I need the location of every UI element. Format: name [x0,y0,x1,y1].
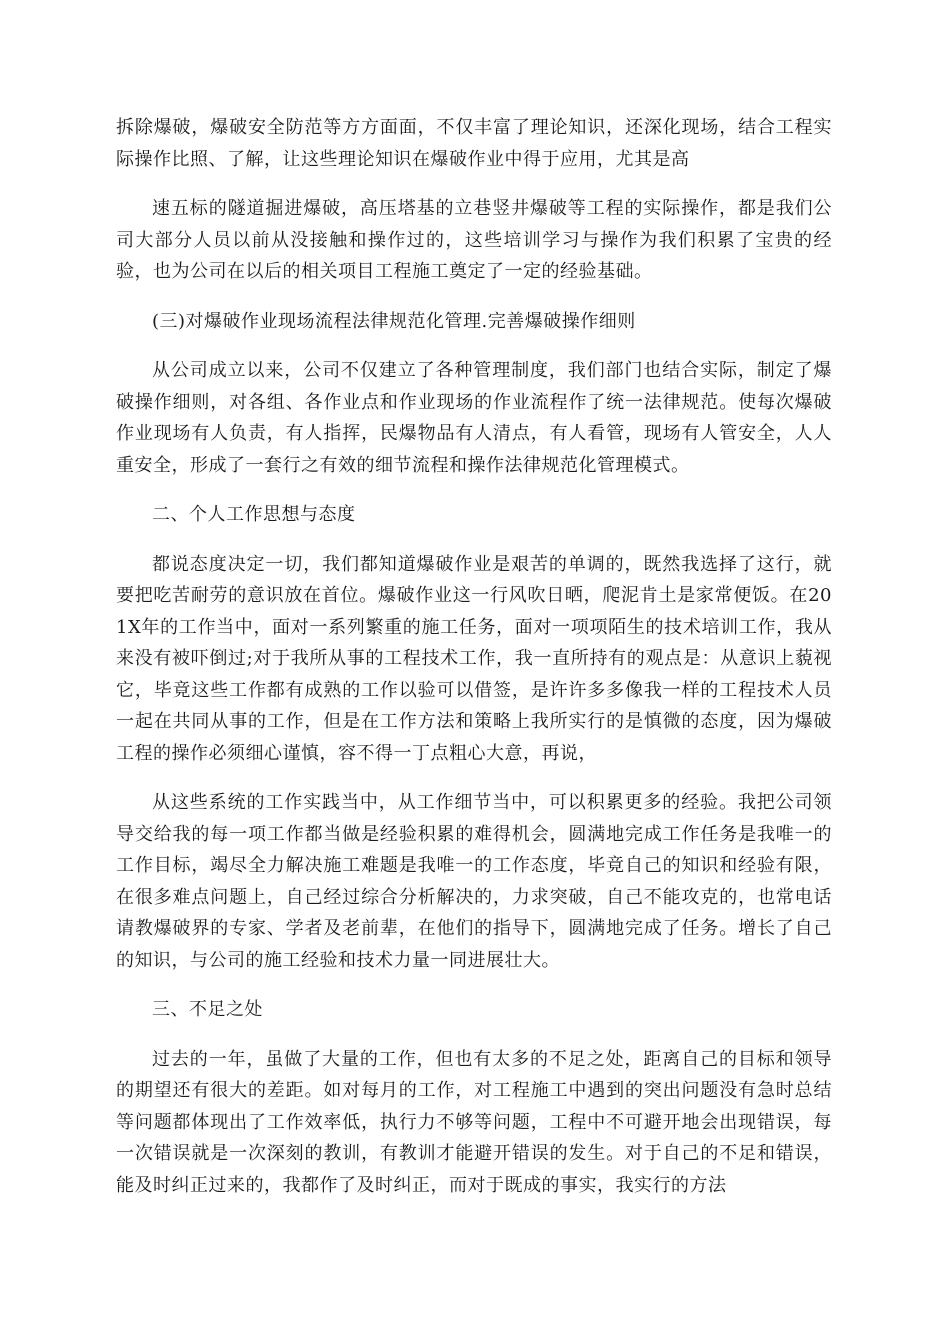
section-heading-3: (三)对爆破作业现场流程法律规范化管理.完善爆破操作细则 [152,310,636,332]
paragraph-1: 拆除爆破，爆破安全防范等方方面面，不仅丰富了理论知识，还深化现场，结合工程实际操作比照、了解，让这些理论知识在爆破作业中得于应用，尤其是高 [116,117,832,170]
section-heading-personal-attitude: 二、个人工作思想与态度 [152,504,356,525]
paragraph-7: 从这些系统的工作实践当中，从工作细节当中，可以积累更多的经验。我把公司领导交给我的每一项工作都当做是经验积累的难得机会，圆满地完成工作任务是我唯一的工作目标，竭尽全力解决施工难题是我唯一的工作态度，毕竟自己的知识和经验有限，在很多难点问题上，自己经过综合分析解决的，力求突破，自己不能攻克的，也常电话请教爆破界的专家、学者及老前辈，在他们的指导下，圆满地完成了任务。增长了自己的知识，与公司的施工经验和技术力量一同进展壮大。 [116,792,832,971]
document-page [116,112,832,1201]
paragraph-2: 速五标的隧道掘进爆破，高压塔基的立巷竖井爆破等工程的实际操作，都是我们公司大部分人员以前从没接触和操作过的，这些培训学习与操作为我们积累了宝贵的经验，也为公司在以后的相关项目工程施工奠定了一定的经验基础。 [116,198,832,282]
paragraph-4: 从公司成立以来，公司不仅建立了各种管理制度，我们部门也结合实际，制定了爆破操作细则，对各组、各作业点和作业现场的作业流程作了统一法律规范。使每次爆破作业现场有人负责，有人指挥，民爆物品有人清点，有人看管，现场有人管安全，人人重安全，形成了一套行之有效的细节流程和操作法律规范化管理模式。 [116,360,832,476]
paragraph-9: 过去的一年，虽做了大量的工作，但也有太多的不足之处，距离自己的目标和领导的期望还有很大的差距。如对每月的工作，对工程施工中遇到的突出问题没有急时总结等问题都体现出了工作效率低，执行力不够等问题，工程中不可避开地会出现错误，每一次错误就是一次深刻的教训，有教训才能避开错误的发生。对于自己的不足和错误，能及时纠正过来的，我都作了及时纠正，而对于既成的事实，我实行的方法 [116,1048,832,1196]
section-heading-shortcomings: 三、不足之处 [152,999,263,1020]
paragraph-6: 都说态度决定一切，我们都知道爆破作业是艰苦的单调的，既然我选择了这行，就要把吃苦耐劳的意识放在首位。爆破作业这一行风吹日晒，爬泥肯土是家常便饭。在201X年的工作当中，面对一系列繁重的施工任务，面对一项项陌生的技术培训工作，我从来没有被吓倒过;对于我所从事的工程技术工作，我一直所持有的观点是：从意识上藐视它，毕竟这些工作都有成熟的工作以验可以借签，是许许多多像我一样的工程技术人员一起在共同从事的工作，但是在工作方法和策略上我所实行的是慎微的态度，因为爆破工程的操作必须细心谨慎，容不得一丁点粗心大意，再说， [116,553,832,764]
